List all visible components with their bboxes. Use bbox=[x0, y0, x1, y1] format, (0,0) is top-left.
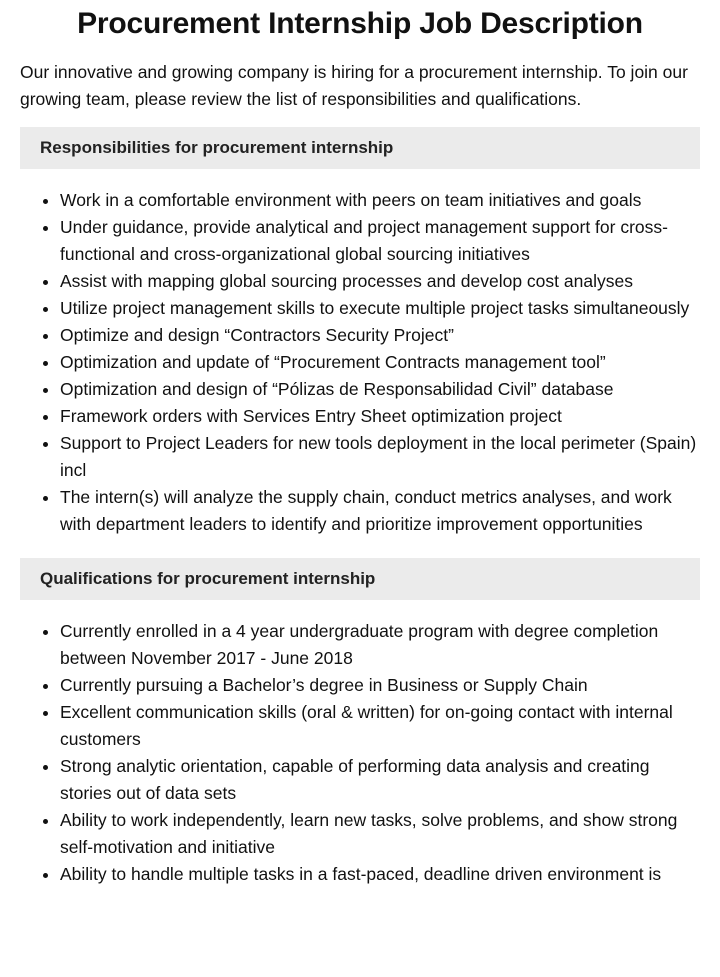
list-item: • Work in a comfortable environment with peers on team initiatives and goals bbox=[60, 187, 700, 214]
list-item: • Support to Project Leaders for new tools deployment in the local perimeter (Spain) incl bbox=[60, 430, 700, 484]
job-description bbox=[0, 6, 720, 888]
list-item: • Optimization and design of “Pólizas de Responsabilidad Civil” database bbox=[60, 376, 700, 403]
list-item: • Excellent communication skills (oral & written) for on-going contact with internal customers bbox=[60, 699, 700, 753]
list-item: • Under guidance, provide analytical and project management support for cross-functional and cross-organizational global sourcing initiatives bbox=[60, 214, 700, 268]
responsibilities-list bbox=[20, 187, 700, 538]
list-item: • Utilize project management skills to execute multiple project tasks simultaneously bbox=[60, 295, 700, 322]
list-item: • Optimize and design “Contractors Security Project” bbox=[60, 322, 700, 349]
qualifications-list bbox=[20, 618, 700, 888]
qualifications-heading: Qualifications for procurement internship bbox=[20, 558, 700, 600]
list-item: • Currently pursuing a Bachelor’s degree in Business or Supply Chain bbox=[60, 672, 700, 699]
list-item: • Currently enrolled in a 4 year undergraduate program with degree completion between November 2017 - June 2018 bbox=[60, 618, 700, 672]
intro-text: Our innovative and growing company is hiring for a procurement internship. To join our growing team, please review the list of responsibilities and qualifications. bbox=[20, 62, 688, 109]
page-title: Procurement Internship Job Description bbox=[77, 7, 643, 40]
list-item: • Ability to handle multiple tasks in a fast-paced, deadline driven environment is bbox=[60, 861, 700, 888]
list-item: • Optimization and update of “Procurement Contracts management tool” bbox=[60, 349, 700, 376]
list-item: • Framework orders with Services Entry Sheet optimization project bbox=[60, 403, 700, 430]
list-item: • Assist with mapping global sourcing processes and develop cost analyses bbox=[60, 268, 700, 295]
list-item: • Strong analytic orientation, capable of performing data analysis and creating stories out of data sets bbox=[60, 753, 700, 807]
responsibilities-heading: Responsibilities for procurement internship bbox=[20, 127, 700, 169]
list-item: • Ability to work independently, learn new tasks, solve problems, and show strong self-motivation and initiative bbox=[60, 807, 700, 861]
list-item: • The intern(s) will analyze the supply chain, conduct metrics analyses, and work with department leaders to identify and prioritize improvement opportunities bbox=[60, 484, 700, 538]
